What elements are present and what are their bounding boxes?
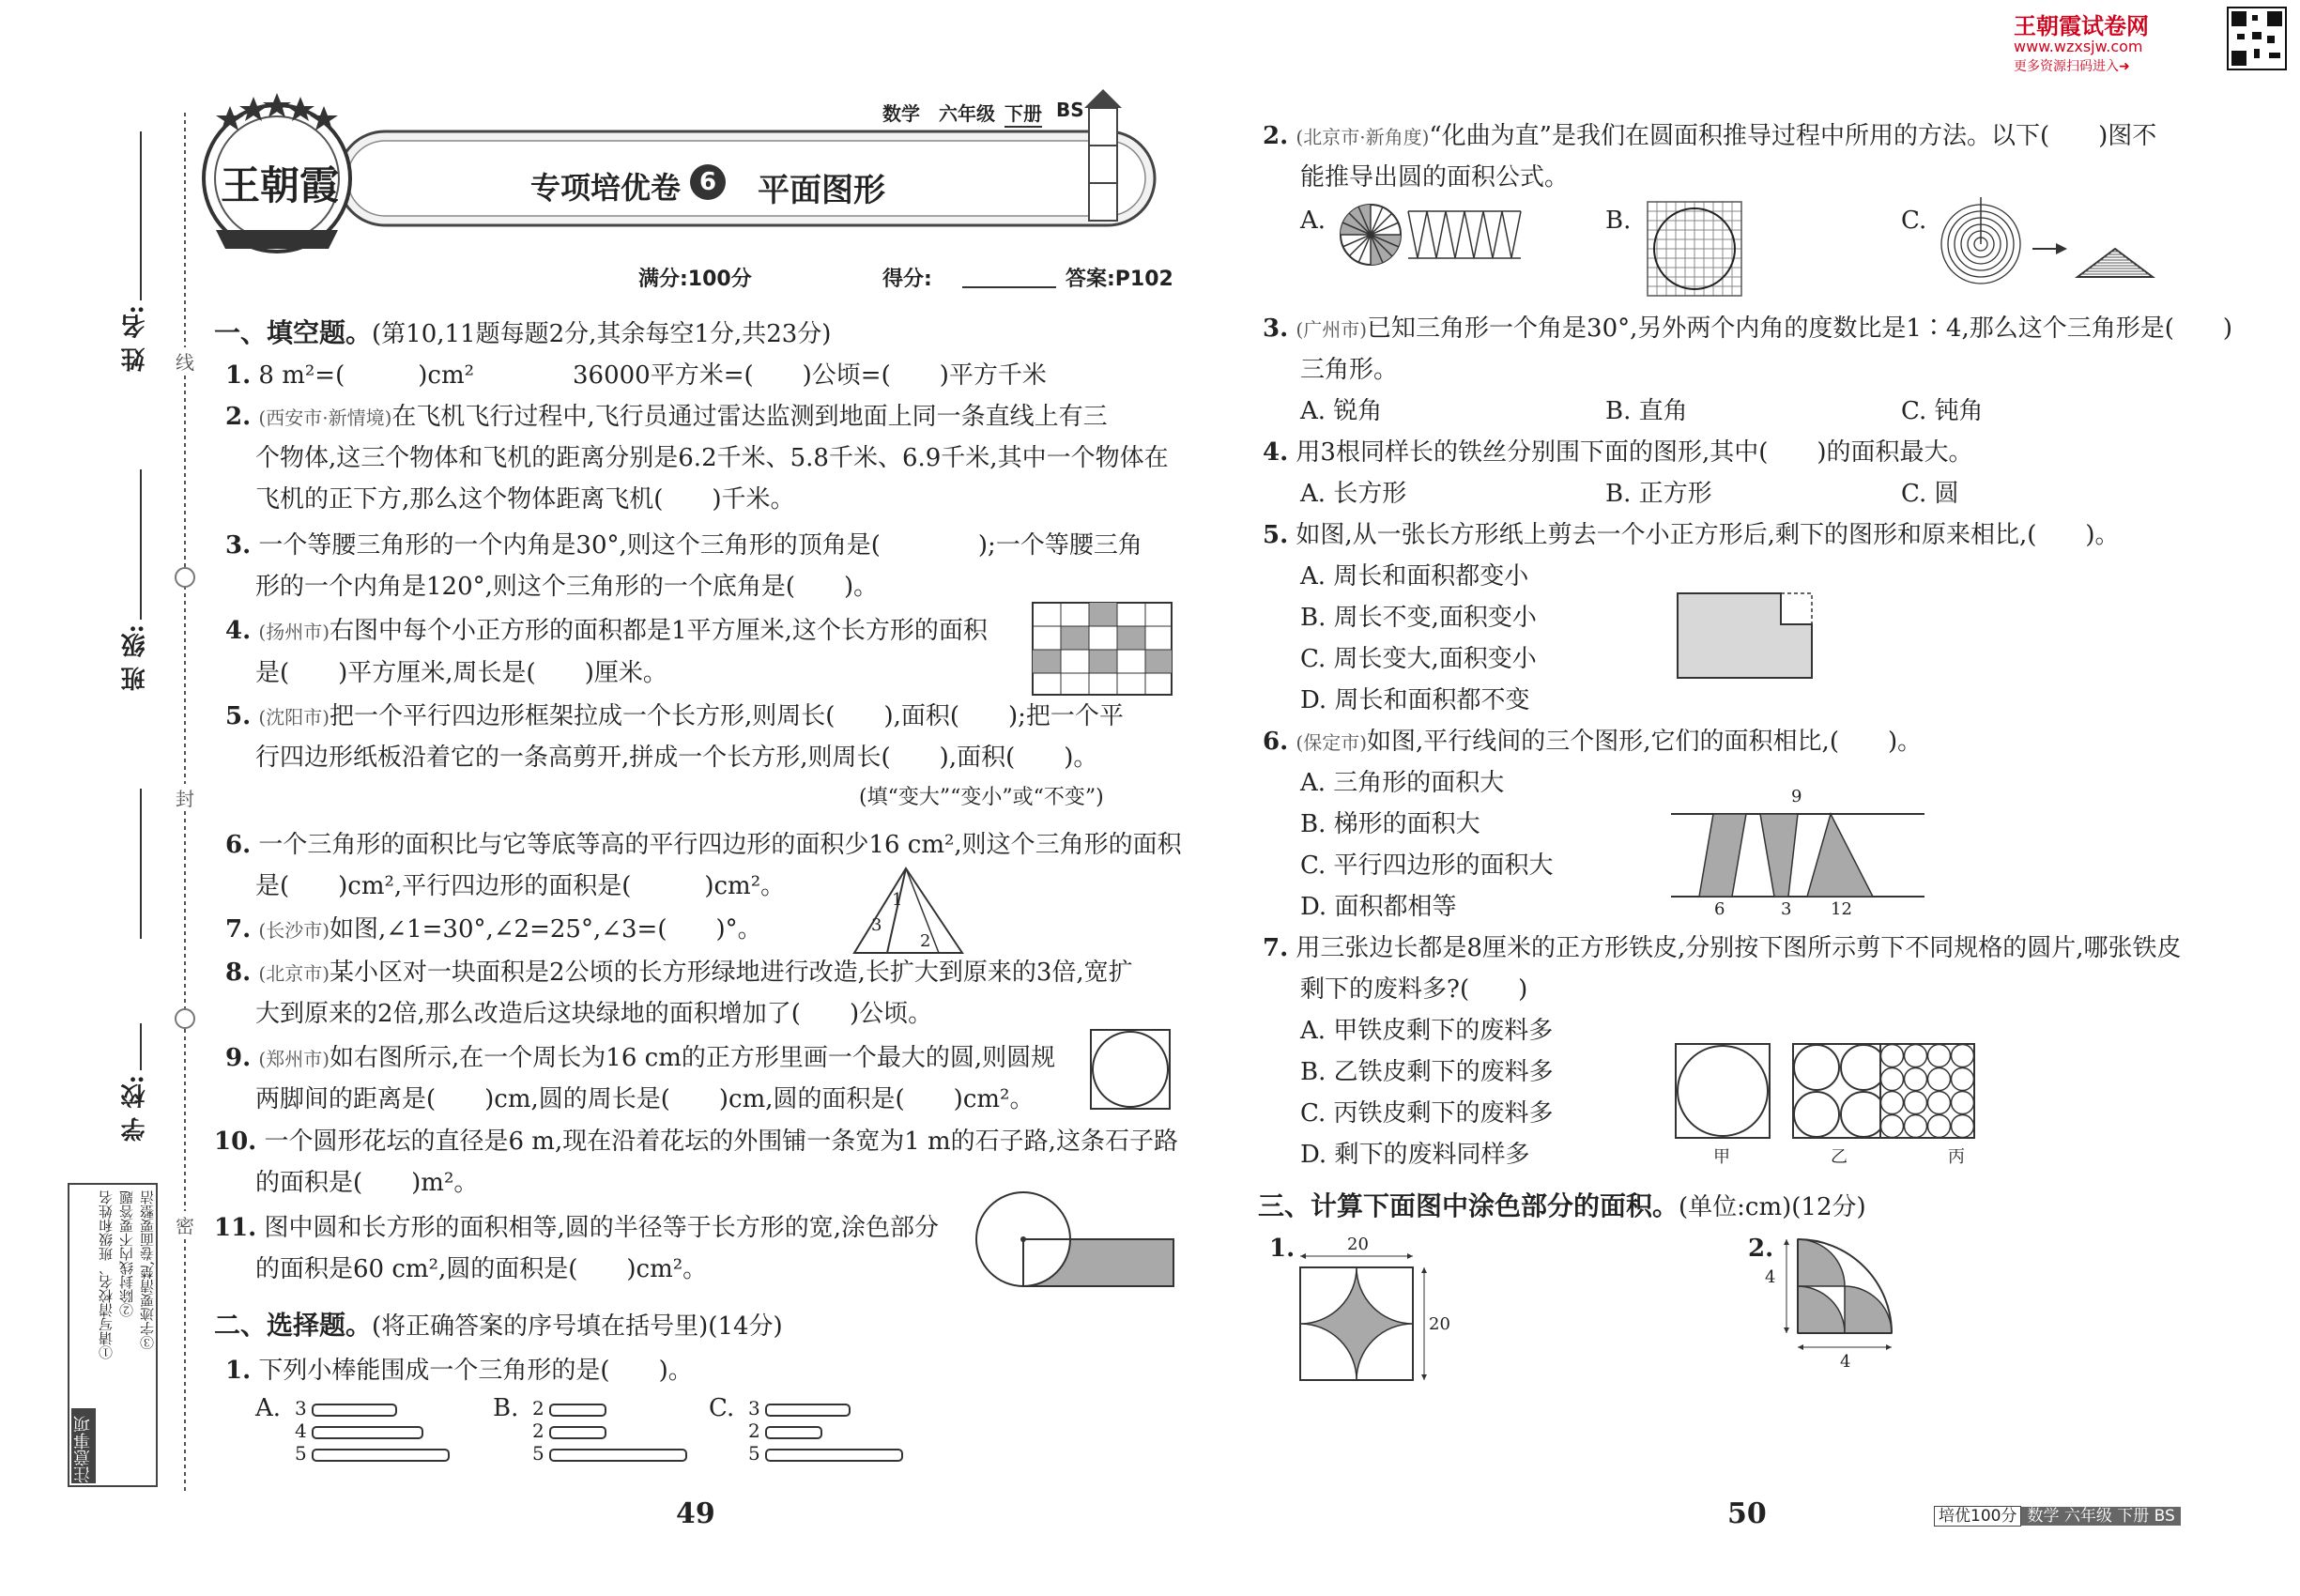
stick <box>312 1449 450 1462</box>
q-text: 用三张边长都是8厘米的正方形铁皮,分别按下图所示剪下不同规格的圆片,哪张铁皮 <box>1296 934 2182 962</box>
q7-triangle-figure <box>850 864 972 958</box>
dim-label: 9 <box>1791 787 1802 806</box>
answer-ref: 答案:P102 <box>1066 268 1173 291</box>
q-source: (郑州市) <box>258 1048 330 1070</box>
stick-length: 5 <box>295 1442 307 1465</box>
q2-4 <box>1263 434 1973 471</box>
q-number: 5. <box>225 702 252 730</box>
q-text: 用3根同样长的铁丝分别围下面的图形,其中( )的面积最大。 <box>1296 438 1973 467</box>
q1-10 <box>214 1123 1178 1160</box>
option-b[interactable]: B. 梯形的面积大 <box>1300 810 1480 838</box>
q-number: 4. <box>225 617 252 645</box>
q-text-line: 的面积是60 cm²,圆的面积是( )cm²。 <box>255 1255 708 1283</box>
q-text-line: 是( )cm²,平行四边形的面积是( )cm²。 <box>255 872 786 900</box>
q-number: 1. <box>225 1357 252 1385</box>
q1-1 <box>225 357 474 394</box>
sec2-title: 二、选择题。 <box>214 1310 373 1341</box>
page-number-left: 49 <box>676 1497 715 1530</box>
sec3-heading <box>1258 1188 1866 1226</box>
q-number: 4. <box>1263 438 1289 467</box>
stick-option-a[interactable] <box>255 1394 443 1472</box>
sec3-q1-number: 1. <box>1269 1235 1296 1263</box>
series-tags: 数学 六年级 下册 BS <box>2021 1507 2180 1526</box>
brand-banner[interactable] <box>2014 8 2286 83</box>
q-number: 1. <box>225 361 252 390</box>
option-a[interactable]: A. 三角形的面积大 <box>1300 769 1505 797</box>
sec3-q2-number: 2. <box>1748 1235 1774 1263</box>
option-a[interactable]: A. 甲铁皮剩下的废料多 <box>1300 1017 1554 1045</box>
dim-label: 3 <box>1781 899 1792 919</box>
q11-circle-rectangle-figure <box>976 1192 1178 1296</box>
notice-item: ①请写清校名、班级和姓名 <box>98 1190 115 1359</box>
q1-6 <box>225 826 1182 864</box>
option-c[interactable]: C. 圆 <box>1901 480 1959 508</box>
q2-5 <box>1263 516 2120 554</box>
q-number: 9. <box>225 1044 252 1072</box>
q5-cut-rectangle-figure <box>1676 591 1817 681</box>
q-text: 如右图所示,在一个周长为16 cm的正方形里画一个最大的圆,则圆规 <box>330 1044 1056 1072</box>
option-c[interactable]: C. 钝角 <box>1901 397 1984 425</box>
q-text: “化曲为直”是我们在圆面积推导过程中所用的方法。以下( )图不 <box>1429 122 2157 150</box>
q1-3 <box>225 527 1142 564</box>
option-c-label[interactable]: C. <box>1901 207 1927 235</box>
dim-label: 12 <box>1831 899 1852 919</box>
option-label: C. <box>709 1394 735 1422</box>
sector-rearrange-figure <box>1338 202 1526 268</box>
q-number: 6. <box>225 831 252 859</box>
q-number: 7. <box>225 915 252 944</box>
q-source: (西安市·新情境) <box>258 407 392 429</box>
q-text: 一个圆形花坛的直径是6 m,现在沿着花坛的外围铺一条宽为1 m的石子路,这条石子路 <box>264 1128 1178 1156</box>
meta-edition: BS <box>1056 99 1084 121</box>
q-number: 2. <box>225 403 252 431</box>
dim-label-top: 20 <box>1347 1235 1369 1254</box>
option-b[interactable]: B. 乙铁皮剩下的废料多 <box>1300 1058 1554 1086</box>
brand-url: www.wzxsjw.com <box>2014 38 2143 55</box>
page-number-right: 50 <box>1727 1497 1767 1530</box>
q-text-line: 两脚间的距离是( )cm,圆的周长是( )cm,圆的面积是( )cm²。 <box>255 1085 1035 1113</box>
q-source: (长沙市) <box>258 919 330 942</box>
score-blank[interactable] <box>962 286 1056 288</box>
sheet-caption-jia: 甲 <box>1713 1147 1730 1167</box>
q-text: 一个等腰三角形的一个内角是30°,则这个三角形的顶角是( );一个等腰三角 <box>258 531 1142 560</box>
q-text: 如图,从一张长方形纸上剪去一个小正方形后,剩下的图形和原来相比,( )。 <box>1296 521 2120 549</box>
sec3-q1-figure <box>1300 1249 1441 1389</box>
notice-item: ②除封线内不要答题 <box>118 1190 135 1317</box>
q-number: 2. <box>1263 122 1289 150</box>
q-number: 8. <box>225 959 252 987</box>
q-text: 如图,平行线间的三个图形,它们的面积相比,( )。 <box>1367 728 1923 756</box>
q-text: 8 m²=( )cm² <box>258 361 475 390</box>
sec1-note: (第10,11题每题2分,其余每空1分,共23分) <box>372 320 832 348</box>
q1-4 <box>225 612 988 651</box>
class-label: 班 级: <box>121 624 149 691</box>
q-text-line: 飞机的正下方,那么这个物体距离飞机( )千米。 <box>255 485 795 514</box>
score-label: 得分: <box>882 268 932 291</box>
q-text: 某小区对一块面积是2公顷的长方形绿地进行改造,长扩大到原来的3倍,宽扩 <box>330 959 1133 987</box>
stick-length: 3 <box>295 1397 307 1420</box>
q-text: 在飞机飞行过程中,飞行员通过雷达监测到地面上同一条直线上有三 <box>391 403 1108 431</box>
q-text-line: 行四边形纸板沿着它的一条高剪开,拼成一个长方形,则周长( ),面积( )。 <box>255 744 1098 772</box>
full-score: 满分:100分 <box>638 268 752 291</box>
option-a[interactable]: A. 周长和面积都变小 <box>1300 562 1529 591</box>
logo-name: 王朝霞 <box>221 162 340 208</box>
binding-margin <box>56 94 197 1502</box>
notice-item: ③字迹要清楚,卷面要整洁 <box>139 1190 156 1350</box>
sec3-q2-figure <box>1779 1230 1901 1361</box>
q-number: 7. <box>1263 934 1289 962</box>
sheet-caption-yi: 乙 <box>1831 1147 1848 1167</box>
q2-1 <box>225 1352 693 1389</box>
q-number: 3. <box>225 531 252 560</box>
brand-tip: 更多资源扫码进入➜ <box>2014 59 2130 74</box>
q6-parallel-shapes-figure <box>1671 812 1924 898</box>
qr-code-icon <box>2228 8 2286 69</box>
q-text-line: 形的一个内角是120°,则这个三角形的一个底角是( )。 <box>255 573 879 601</box>
header <box>197 89 1192 291</box>
meta-volume: 下册 <box>1004 99 1042 128</box>
angle-label-3: 3 <box>871 915 882 935</box>
option-c[interactable]: C. 平行四边形的面积大 <box>1300 852 1554 880</box>
q-source: (保定市) <box>1296 731 1368 754</box>
q1-8 <box>225 954 1133 992</box>
q1-1-part-b: 36000平方米=( )公顷=( )平方千米 <box>573 361 1047 390</box>
sec1-heading <box>214 315 831 353</box>
q1-2 <box>225 398 1108 437</box>
sec3-note: (单位:cm)(12分) <box>1679 1193 1866 1221</box>
stick <box>549 1426 606 1439</box>
stick <box>549 1404 606 1417</box>
stick-length: 4 <box>295 1420 307 1442</box>
q-text: 右图中每个小正方形的面积都是1平方厘米,这个长方形的面积 <box>330 617 988 645</box>
q-text: 把一个平行四边形框架拉成一个长方形,则周长( ),面积( );把一个平 <box>330 702 1124 730</box>
notice-title: 注意事项 <box>71 1408 96 1483</box>
stick <box>312 1404 397 1417</box>
q-number: 10. <box>214 1128 257 1156</box>
stick-length: 3 <box>748 1397 760 1420</box>
q2-7 <box>1263 929 2182 967</box>
stick-option-b[interactable] <box>493 1394 681 1472</box>
q1-7 <box>225 911 762 949</box>
option-a-label[interactable]: A. <box>1300 207 1326 235</box>
stick-length: 5 <box>748 1442 760 1465</box>
meta-subject: 数学 <box>882 102 920 125</box>
q-source: (北京市) <box>258 962 330 985</box>
title-prefix: 专项培优卷 <box>530 170 682 206</box>
title-number: 6 <box>690 164 726 200</box>
sheet-caption-bing: 丙 <box>1948 1147 1965 1167</box>
q-number: 5. <box>1263 521 1289 549</box>
dim-label-right: 20 <box>1429 1314 1450 1334</box>
grid-circle-figure <box>1648 202 1741 296</box>
stick <box>765 1404 851 1417</box>
q-source: (广州市) <box>1296 318 1368 341</box>
q-text-line: 个物体,这三个物体和飞机的距离分别是6.2千米、5.8千米、6.9千米,其中一个物体在 <box>255 444 1169 472</box>
stick <box>765 1426 822 1439</box>
q-text-line: 大到原来的2倍,那么改造后这块绿地的面积增加了( )公顷。 <box>255 1000 933 1028</box>
sec3-title: 三、计算下面图中涂色部分的面积。 <box>1258 1190 1679 1221</box>
dim-label-bottom: 4 <box>1840 1352 1851 1372</box>
footer-series-badge <box>1934 1505 2181 1527</box>
q-text: 图中圆和长方形的面积相等,圆的半径等于长方形的宽,涂色部分 <box>264 1214 940 1242</box>
q2-3 <box>1263 310 2232 348</box>
q-text: 一个三角形的面积比与它等底等高的平行四边形的面积少16 cm²,则这个三角形的面积 <box>258 831 1182 859</box>
notice-box <box>68 1183 158 1487</box>
option-d[interactable]: D. 周长和面积都不变 <box>1300 686 1530 714</box>
q9-circle-in-square <box>1089 1028 1173 1113</box>
q-text-line: 能推导出圆的面积公式。 <box>1300 163 1570 192</box>
stick <box>765 1449 903 1462</box>
q-text: 如图,∠1=30°,∠2=25°,∠3=( )°。 <box>330 915 762 944</box>
sec1-title: 一、填空题。 <box>214 317 373 348</box>
option-b[interactable]: B. 周长不变,面积变小 <box>1300 604 1537 632</box>
stick-length: 5 <box>532 1442 544 1465</box>
stick-length: 2 <box>532 1420 544 1442</box>
q5-hint: (填“变大”“变小”或“不变”) <box>859 786 1104 809</box>
q-text-line: 的面积是( )m²。 <box>255 1169 479 1197</box>
stick-length: 2 <box>748 1420 760 1442</box>
angle-label-1: 1 <box>892 890 903 910</box>
q7-tin-sheets-figure <box>1676 1042 1976 1141</box>
dim-label-left: 4 <box>1765 1267 1776 1287</box>
angle-label-2: 2 <box>920 931 931 951</box>
name-label: 姓 名: <box>121 305 149 372</box>
q1-9 <box>225 1039 1055 1078</box>
seal-secret-char: 密 <box>176 1211 194 1238</box>
option-d[interactable]: D. 剩下的废料同样多 <box>1300 1141 1530 1169</box>
option-a[interactable]: A. 长方形 <box>1300 480 1407 508</box>
q-source: (北京市·新角度) <box>1296 126 1430 148</box>
seal-line-char: 线 <box>176 347 194 375</box>
q-source: (沈阳市) <box>258 706 330 729</box>
meta-grade: 六年级 <box>939 102 995 125</box>
option-b-label[interactable]: B. <box>1605 207 1632 235</box>
option-b[interactable]: B. 直角 <box>1605 397 1688 425</box>
q2-6 <box>1263 723 1922 761</box>
option-c[interactable]: C. 周长变大,面积变小 <box>1300 645 1537 673</box>
brand-name: 王朝霞试卷网 <box>2014 13 2149 39</box>
stick <box>312 1426 423 1439</box>
q4-grid-figure <box>1033 603 1173 697</box>
option-label: B. <box>493 1394 519 1422</box>
q1-5 <box>225 698 1124 736</box>
stick <box>549 1449 687 1462</box>
sec2-heading <box>214 1307 783 1345</box>
q-number: 3. <box>1263 315 1289 343</box>
concentric-ring-figure <box>1939 197 2154 286</box>
stick-option-c[interactable] <box>709 1394 897 1472</box>
q-number: 6. <box>1263 728 1289 756</box>
series-name: 培优100分 <box>1934 1506 2021 1527</box>
q2-2 <box>1263 117 2156 156</box>
option-c[interactable]: C. 丙铁皮剩下的废料多 <box>1300 1099 1554 1128</box>
option-d[interactable]: D. 面积都相等 <box>1300 893 1457 921</box>
stick-length: 2 <box>532 1397 544 1420</box>
option-b[interactable]: B. 正方形 <box>1605 480 1712 508</box>
title-main: 平面图形 <box>758 172 885 209</box>
dim-label: 6 <box>1714 899 1725 919</box>
q-text-line: 三角形。 <box>1300 356 1399 384</box>
q-text: 已知三角形一个角是30°,另外两个内角的度数比是1∶4,那么这个三角形是( ) <box>1367 315 2233 343</box>
sec2-note: (将正确答案的序号填在括号里)(14分) <box>372 1312 783 1341</box>
seal-seal-char: 封 <box>176 784 194 811</box>
q-text-line: 剩下的废料多?( ) <box>1300 975 1528 1004</box>
option-label: A. <box>255 1394 282 1422</box>
option-a[interactable]: A. 锐角 <box>1300 397 1383 425</box>
q-number: 11. <box>214 1214 257 1242</box>
q-text-line: 是( )平方厘米,周长是( )厘米。 <box>255 659 667 687</box>
q-source: (扬州市) <box>258 621 330 643</box>
q-text: 下列小棒能围成一个三角形的是( )。 <box>258 1357 693 1385</box>
q1-11 <box>214 1209 939 1247</box>
school-label: 学 校: <box>121 1075 149 1142</box>
